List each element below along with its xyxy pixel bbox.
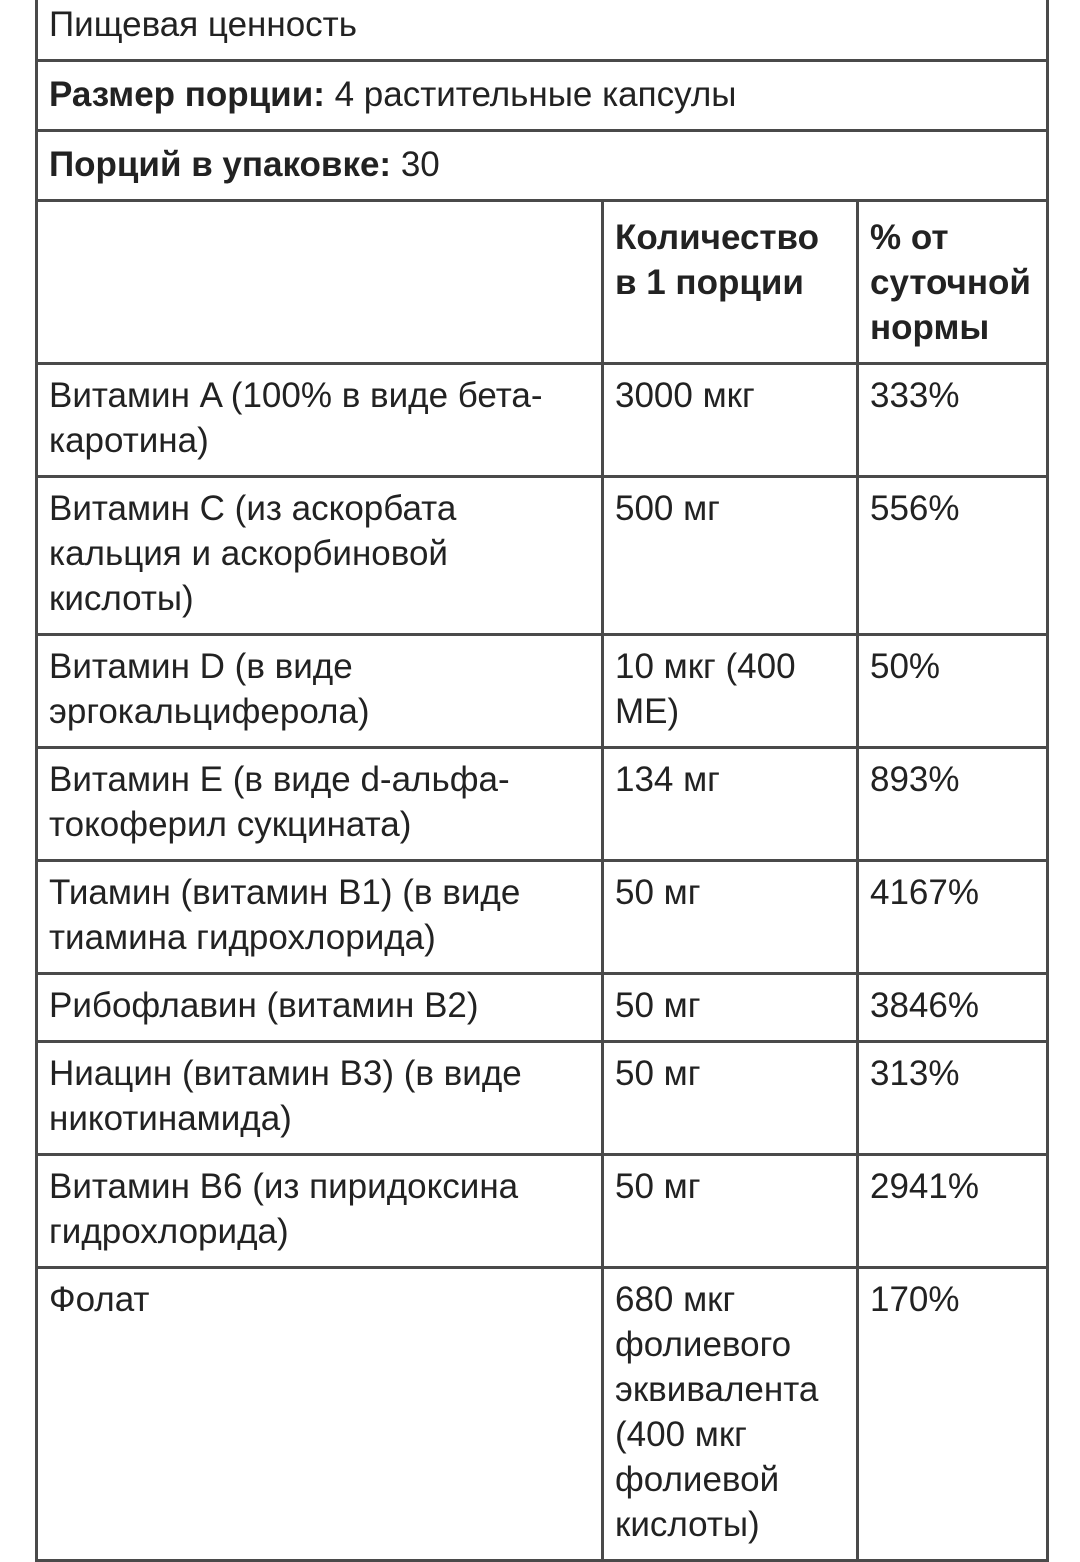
daily-value-cell: 4167%	[858, 861, 1048, 974]
nutrient-name-cell: Тиамин (витамин B1) (в виде тиамина гидрохлорида)	[37, 861, 603, 974]
nutrient-name-cell: Витамин B6 (из пиридоксина гидрохлорида)	[37, 1155, 603, 1268]
daily-value-cell: 2941%	[858, 1155, 1048, 1268]
nutrient-rows	[37, 364, 1048, 1561]
nutrient-name-cell: Рибофлавин (витамин B2)	[37, 974, 603, 1042]
column-header-daily-value: % от суточной нормы	[858, 201, 1048, 364]
amount-cell: 50 мг	[603, 974, 858, 1042]
table-row	[37, 1268, 1048, 1561]
nutrition-facts-table	[35, 0, 1049, 1562]
daily-value-cell: 333%	[858, 364, 1048, 477]
amount-cell: 680 мкг фолиевого эквивалента (400 мкг фолиевой кислоты)	[603, 1268, 858, 1561]
table-row	[37, 748, 1048, 861]
daily-value-cell: 313%	[858, 1042, 1048, 1155]
table-row	[37, 861, 1048, 974]
title-row	[37, 0, 1048, 61]
daily-value-cell: 170%	[858, 1268, 1048, 1561]
servings-per-container-row	[37, 131, 1048, 201]
nutrient-name-cell: Витамин E (в виде d-альфа-токоферил сукцината)	[37, 748, 603, 861]
serving-size-label: Размер порции:	[49, 75, 325, 114]
column-header-amount: Количество в 1 порции	[603, 201, 858, 364]
amount-cell: 50 мг	[603, 1042, 858, 1155]
nutrient-name-cell: Витамин C (из аскорбата кальция и аскорбиновой кислоты)	[37, 477, 603, 635]
table-title: Пищевая ценность	[37, 0, 1048, 61]
table-row	[37, 477, 1048, 635]
daily-value-cell: 50%	[858, 635, 1048, 748]
servings-per-container-label: Порций в упаковке:	[49, 145, 392, 184]
table-row	[37, 974, 1048, 1042]
table-row	[37, 1042, 1048, 1155]
daily-value-cell: 556%	[858, 477, 1048, 635]
daily-value-cell: 893%	[858, 748, 1048, 861]
column-header-row	[37, 201, 1048, 364]
nutrient-name-cell: Ниацин (витамин B3) (в виде никотинамида)	[37, 1042, 603, 1155]
serving-size-row	[37, 61, 1048, 131]
servings-per-container-value: 30	[400, 145, 440, 184]
amount-cell: 3000 мкг	[603, 364, 858, 477]
amount-cell: 50 мг	[603, 1155, 858, 1268]
table-row	[37, 364, 1048, 477]
nutrient-name-cell: Витамин D (в виде эргокальциферола)	[37, 635, 603, 748]
nutrient-name-cell: Фолат	[37, 1268, 603, 1561]
amount-cell: 10 мкг (400 МЕ)	[603, 635, 858, 748]
serving-size-value: 4 растительные капсулы	[334, 75, 737, 114]
daily-value-cell: 3846%	[858, 974, 1048, 1042]
table-row	[37, 635, 1048, 748]
amount-cell: 50 мг	[603, 861, 858, 974]
nutrient-name-cell: Витамин A (100% в виде бета-каротина)	[37, 364, 603, 477]
column-header-nutrient	[37, 201, 603, 364]
amount-cell: 500 мг	[603, 477, 858, 635]
table-row	[37, 1155, 1048, 1268]
amount-cell: 134 мг	[603, 748, 858, 861]
